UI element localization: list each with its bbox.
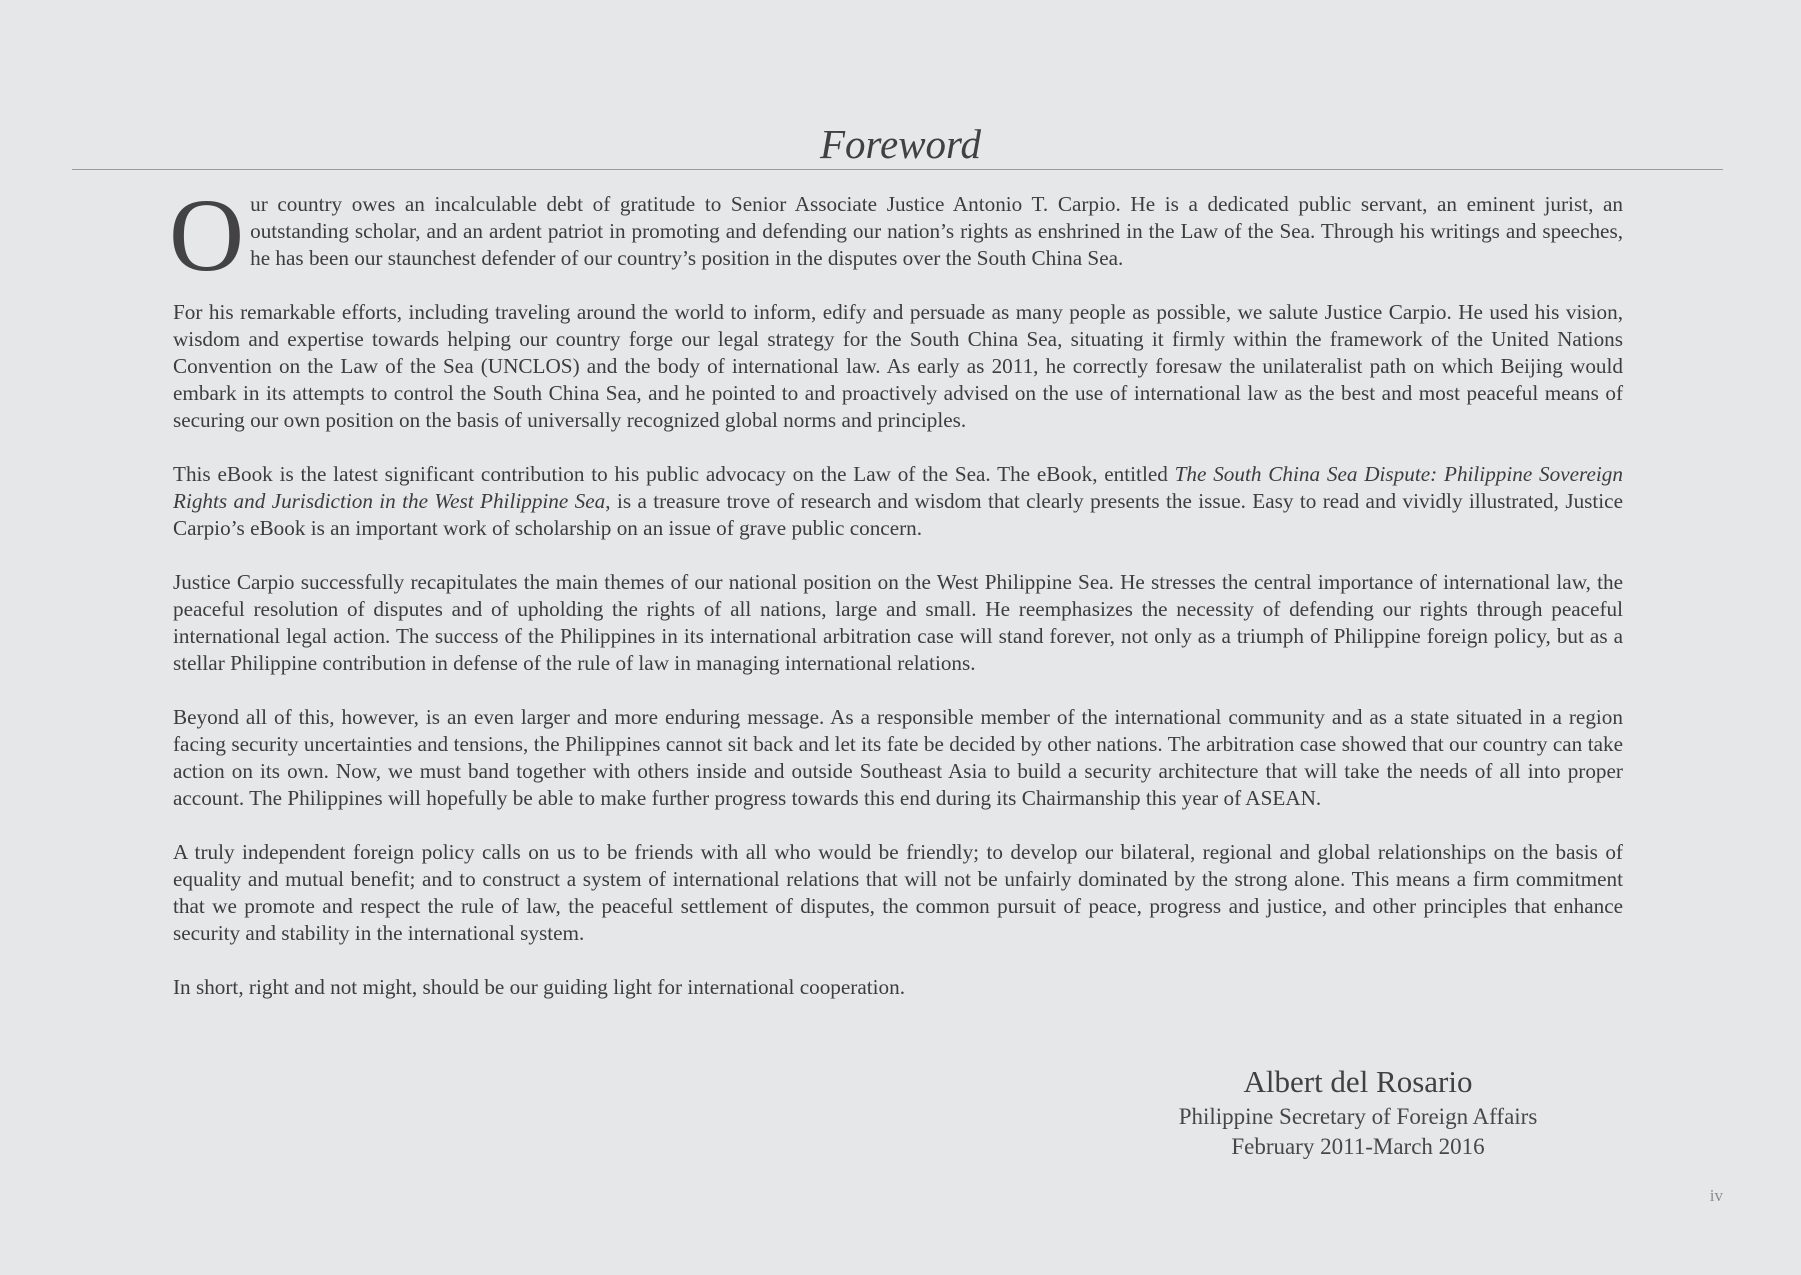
paragraph-3: [173, 461, 1623, 542]
paragraph-7: In short, right and not might, should be our guiding light for international cooperation.: [173, 975, 906, 999]
signatory-term: February 2011-March 2016: [1231, 1134, 1485, 1159]
page-title: Foreword: [820, 121, 981, 167]
paragraph-3-rest: , is a treasure trove of research and wisdom that clearly presents the issue. Easy to read and vividly illustrated, Justice Carpio’s eBook is an important work of scholarship on an issue of grave public concern.: [173, 489, 1623, 540]
signatory-name: Albert del Rosario: [1243, 1064, 1473, 1099]
paragraph-5: Beyond all of this, however, is an even larger and more enduring message. As a responsible member of the international community and as a state situated in a region facing security uncertainties and tensions, the Philippines cannot sit back and let its fate be decided by other nations. The arbitration case showed that our country can take action on its own. Now, we must band together with others inside and outside Southeast Asia to build a security architecture that will take the needs of all into proper account. The Philippines will hopefully be able to make further progress towards this end during its Chairmanship this year of ASEAN.: [173, 705, 1623, 810]
foreword-body: [169, 178, 1623, 1028]
signature-block: [1108, 1062, 1608, 1162]
ebook-title: The South China Sea Dispute: Philippine Sovereign Rights and Jurisdiction in the West Philippine Sea: [173, 462, 1623, 513]
drop-cap-initial: O: [169, 178, 245, 293]
paragraph-1-text: ur country owes an incalculable debt of gratitude to Senior Associate Justice Antonio T. Carpio. He is a dedicated public servant, an eminent jurist, an outstanding scholar, and an ardent patriot in promoting and defending our nation’s rights as enshrined in the Law of the Sea. Through his writings and speeches, he has been our staunchest defender of our country’s position in the disputes over the South China Sea.: [250, 192, 1623, 270]
paragraph-3-intro: This eBook is the latest significant contribution to his public advocacy on the Law of the Sea. The eBook, entitled: [173, 462, 1175, 486]
title-divider: [72, 169, 1723, 170]
paragraph-6: A truly independent foreign policy calls on us to be friends with all who would be friendly; to develop our bilateral, regional and global relationships on the basis of equality and mutual benefit; and to construct a system of international relations that will not be unfairly dominated by the strong alone. This means a firm commitment that we promote and respect the rule of law, the peaceful settlement of disputes, the common pursuit of peace, progress and justice, and other principles that enhance security and stability in the international system.: [173, 840, 1623, 945]
paragraph-4: Justice Carpio successfully recapitulates the main themes of our national position on the West Philippine Sea. He stresses the central importance of international law, the peaceful resolution of disputes and of upholding the rights of all nations, large and small. He reemphasizes the necessity of defending our rights through peaceful international legal action. The success of the Philippines in its international arbitration case will stand forever, not only as a triumph of Philippine foreign policy, but as a stellar Philippine contribution in defense of the rule of law in managing international relations.: [173, 570, 1623, 675]
paragraph-1: [169, 178, 1623, 293]
page-number: iv: [1709, 1186, 1723, 1205]
signatory-title: Philippine Secretary of Foreign Affairs: [1178, 1104, 1538, 1129]
paragraph-2: For his remarkable efforts, including traveling around the world to inform, edify and persuade as many people as possible, we salute Justice Carpio. He used his vision, wisdom and expertise towards helping our country forge our legal strategy for the South China Sea, situating it firmly within the framework of the United Nations Convention on the Law of the Sea (UNCLOS) and the body of international law. As early as 2011, he correctly foresaw the unilateralist path on which Beijing would embark in its attempts to control the South China Sea, and he pointed to and proactively advised on the use of international law as the best and most peaceful means of securing our own position on the basis of universally recognized global norms and principles.: [173, 300, 1623, 432]
